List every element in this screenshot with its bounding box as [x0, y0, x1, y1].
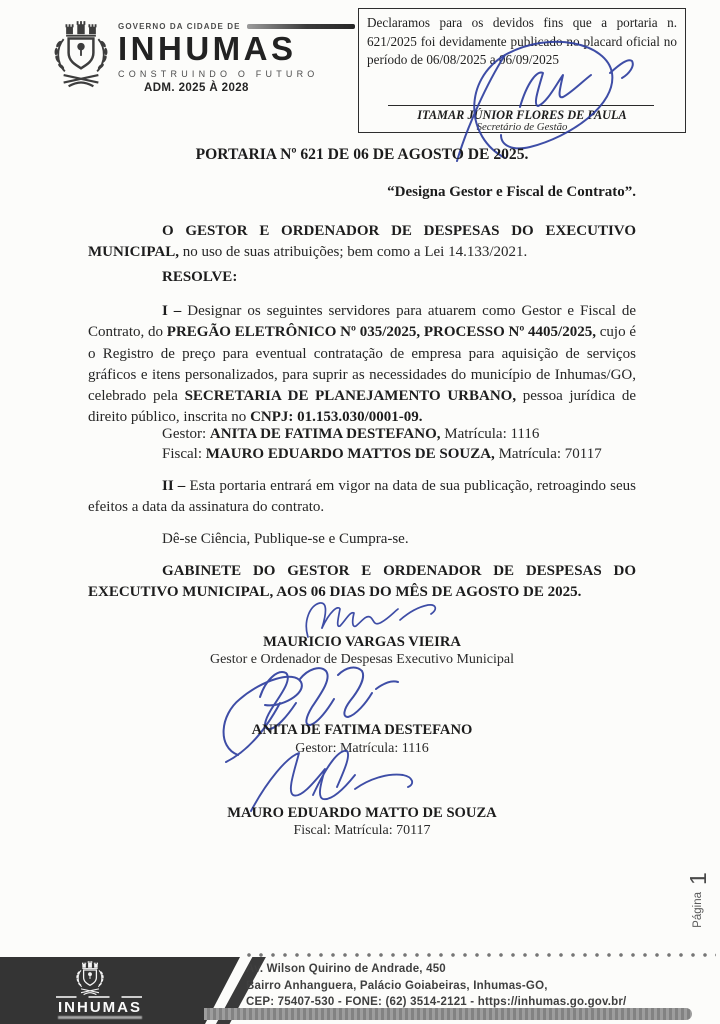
article-one-number: I – — [162, 303, 188, 319]
fiscal-line — [162, 445, 602, 465]
portaria-subtitle: “Designa Gestor e Fiscal de Contrato”. — [387, 184, 636, 200]
gestor-line — [162, 425, 602, 445]
signatory-role-3: Fiscal: Matrícula: 70117 — [293, 823, 431, 838]
footer-logo-dash-decoration — [56, 996, 142, 998]
page-number-label — [678, 848, 718, 952]
fiscal-label: Fiscal: — [162, 445, 206, 462]
footer-crest-icon — [74, 960, 106, 1001]
signatory-name-2: ANITA DE FATIMA DESTEFANO — [251, 722, 473, 738]
footer-address-block — [246, 961, 706, 1011]
city-name-logo: INHUMAS — [118, 30, 297, 67]
stamp-signer-name: ITAMAR JÚNIOR FLORES DE PAULA — [417, 108, 627, 122]
city-tagline: CONSTRUINDO O FUTURO — [118, 68, 319, 79]
cnpj-reference: CNPJ: 01.153.030/0001-09. — [250, 409, 423, 426]
stamp-declaration-text: Declaramos para os devidos fins que a portaria n. 621/2025 foi devidamente publicado no placard oficial no período de 06/08/2025 a 06/09/2025 — [367, 15, 677, 68]
administration-term-label: ADM. 2025 À 2028 — [144, 81, 249, 94]
government-label: GOVERNO DA CIDADE DE — [118, 22, 241, 31]
city-crest-icon — [50, 18, 112, 95]
article-two-text: Esta portaria entrará em vigor na data de sua publicação, retroagindo seus efeitos a data da assinatura do contrato. — [88, 478, 636, 516]
pregao-processo-reference: PREGÃO ELETRÔNICO Nº 035/2025, PROCESSO Nº 4405/2025, — [166, 324, 596, 341]
portaria-title: PORTARIA Nº 621 DE 06 DE AGOSTO DE 2025. — [195, 146, 529, 163]
stamp-signer-role: Secretário de Gestão — [476, 121, 568, 133]
fiscal-name: MAURO EDUARDO MATTOS DE SOUZA, — [205, 445, 495, 462]
page-word: Página — [692, 892, 704, 928]
gestor-matricula: Matrícula: 1116 — [440, 426, 540, 442]
logo-bar-decoration — [247, 24, 355, 29]
article-one-text-1: Designar os seguintes servidores para atuarem como Gestor e Fiscal de Contrato, do — [88, 303, 636, 341]
signatory-role-1: Gestor e Ordenador de Despesas Executivo Municipal — [209, 652, 514, 667]
secretaria-reference: SECRETARIA DE PLANEJAMENTO URBANO, — [184, 388, 517, 405]
gabinete-paragraph: GABINETE DO GESTOR E ORDENADOR DE DESPESAS DO EXECUTIVO MUNICIPAL, AOS 06 DIAS DO MÊS DE AGOSTO DE 2025. — [88, 563, 636, 600]
fiscal-matricula: Matrícula: 70117 — [494, 445, 602, 462]
preamble-rest: no uso de suas atribuições; bem como a Lei 14.133/2021. — [178, 244, 528, 261]
footer-city-name: INHUMAS — [58, 999, 142, 1016]
designated-servers-list — [162, 425, 602, 464]
gestor-label: Gestor: — [162, 426, 210, 442]
stamp-signature-ink — [405, 25, 665, 163]
footer-gray-bar — [204, 1008, 692, 1020]
article-one-paragraph — [88, 301, 636, 429]
address-line-3: CEP: 75407-530 - FONE: (62) 3514-2121 - https://inhumas.go.gov.br/ — [246, 996, 627, 1009]
header-logo — [50, 18, 355, 95]
signatory-name-3: MAURO EDUARDO MATTO DE SOUZA — [227, 805, 497, 821]
signatory-name-1: MAURICIO VARGAS VIEIRA — [263, 634, 461, 650]
footer-dotted-divider — [246, 951, 716, 959]
preamble-paragraph — [88, 221, 636, 264]
address-line-2: Bairro Anhanguera, Palácio Goiabeiras, Inhumas-GO, — [246, 979, 548, 992]
preamble-bold: O GESTOR E ORDENADOR DE DESPESAS DO EXECUTIVO MUNICIPAL, — [88, 223, 636, 261]
gestor-name: ANITA DE FATIMA DESTEFANO, — [209, 426, 441, 442]
article-one-text-3: pessoa jurídica de direito público, inscrita no — [88, 388, 636, 426]
closing-formula: Dê-se Ciência, Publique-se e Cumpra-se. — [162, 531, 409, 547]
footer-logo-tagline-decoration — [58, 1016, 142, 1019]
article-two-paragraph — [88, 476, 636, 519]
resolve-heading: RESOLVE: — [162, 269, 238, 285]
page-number: 1 — [684, 872, 711, 885]
address-line-1: Av. Wilson Quirino de Andrade, 450 — [246, 963, 446, 975]
article-one-text-2: cujo é o Registro de preço para eventual contratação de empresa para aquisição de serviços gráficos e itens personalizados, para suprir as necessidades do município de Inhumas/GO, celebrado pela — [88, 324, 636, 405]
signatory-role-2: Gestor: Matrícula: 1116 — [295, 741, 429, 756]
article-two-number: II – — [162, 478, 190, 494]
